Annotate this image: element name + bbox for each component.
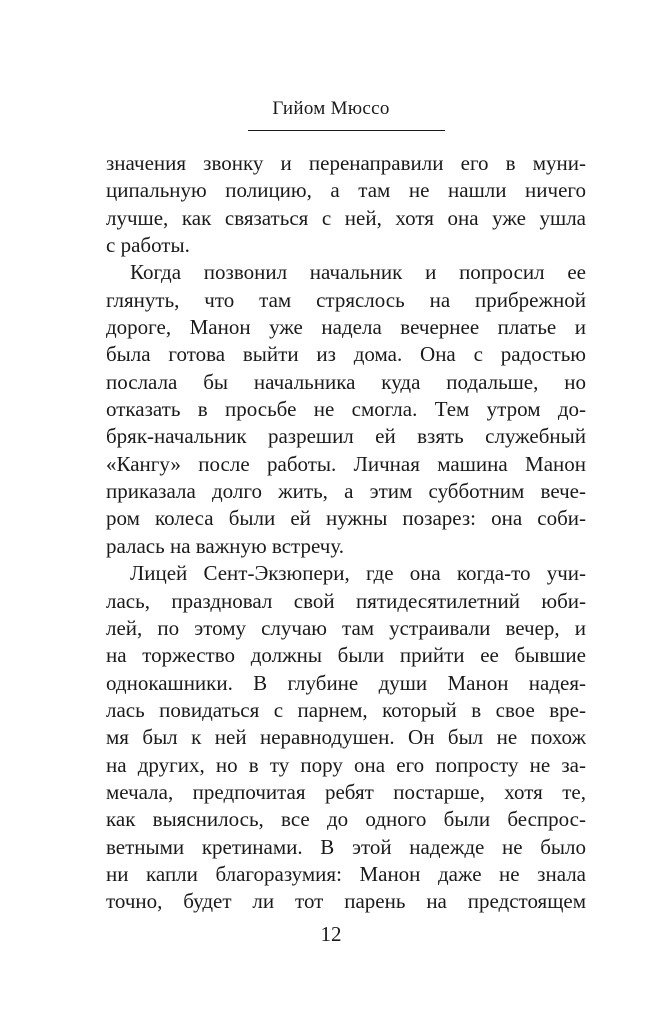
text-line: на торжество должны были прийти ее бывшие bbox=[106, 643, 586, 668]
text-line: точно, будет ли тот парень на предстоящем bbox=[106, 889, 586, 914]
text-line: приказала долго жить, а этим субботним вече- bbox=[106, 479, 586, 504]
text-line: с работы. bbox=[106, 233, 190, 258]
text-line: ветными кретинами. В этой надежде не было bbox=[106, 834, 586, 859]
text-line: значения звонку и перенаправили его в муни- bbox=[106, 151, 586, 175]
text-line: ром колеса были ей нужны позарез: она соби- bbox=[106, 506, 586, 531]
text-line: лучше, как связаться с ней, хотя она уже ушла bbox=[106, 205, 586, 230]
text-line: лась повидаться с парнем, который в свое вре- bbox=[106, 697, 586, 722]
text-line: отказать в просьбе не смогла. Тем утром до- bbox=[106, 397, 586, 422]
text-line: лей, по этому случаю там устраивали вечер, и bbox=[106, 615, 586, 640]
text-line: была готова выйти из дома. Она с радостью bbox=[106, 342, 586, 367]
header-rule bbox=[248, 130, 445, 131]
text-line: мечала, предпочитая ребят постарше, хотя те, bbox=[106, 779, 586, 804]
text-line: ни капли благоразумия: Манон даже не знала bbox=[106, 861, 586, 886]
text-line: «Кангу» после работы. Личная машина Манон bbox=[106, 451, 586, 476]
text-line: Когда позвонил начальник и попросил ее bbox=[130, 260, 586, 285]
body-text bbox=[106, 150, 586, 916]
text-line: на других, но в ту пору она его попросту не за- bbox=[106, 752, 586, 777]
text-line: дороге, Манон уже надела вечернее платье и bbox=[106, 315, 586, 340]
page-number: 12 bbox=[320, 922, 342, 946]
text-line: мя был к ней неравнодушен. Он был не похож bbox=[106, 725, 586, 750]
text-line: Лицей Сент-Экзюпери, где она когда-то учи- bbox=[130, 561, 586, 586]
text-line: ципальную полицию, а там не нашли ничего bbox=[106, 178, 586, 203]
text-line: однокашники. В глубине души Манон надея- bbox=[106, 670, 586, 695]
text-line: бряк-начальник разрешил ей взять служебный bbox=[106, 424, 586, 449]
text-line: лась, праздновал свой пятидесятилетний юби- bbox=[106, 588, 586, 613]
text-line: ралась на важную встречу. bbox=[106, 533, 344, 558]
text-line: глянуть, что там стряслось на прибрежной bbox=[106, 287, 586, 312]
running-head-author: Гийом Мюссо bbox=[272, 98, 390, 119]
text-line: как выяснилось, все до одного были беспрос- bbox=[106, 807, 586, 832]
text-line: послала бы начальника куда подальше, но bbox=[106, 369, 586, 394]
